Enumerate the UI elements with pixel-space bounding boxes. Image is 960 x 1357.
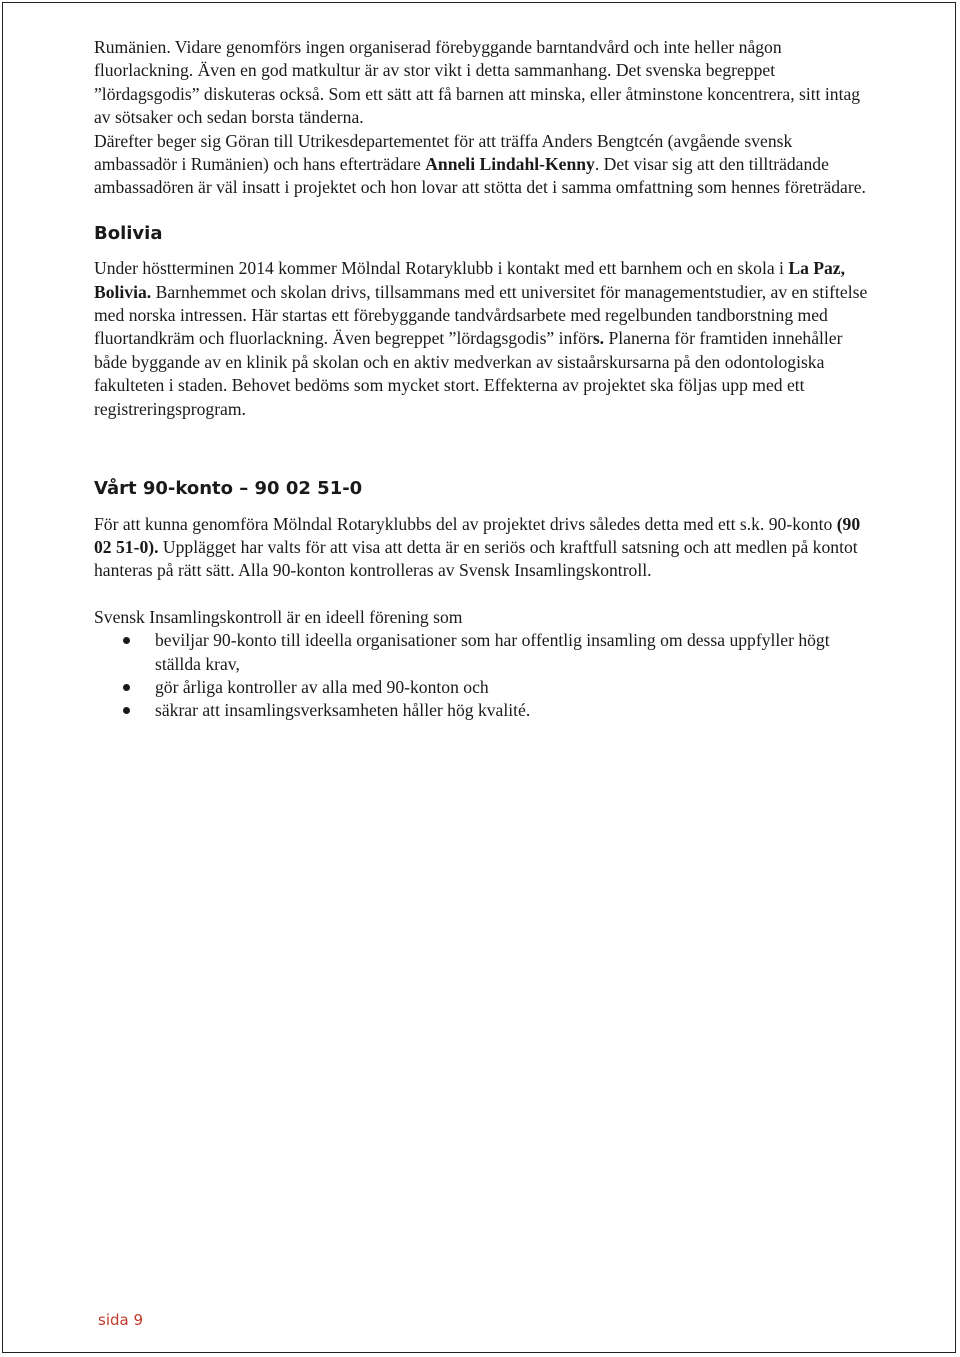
ambassador-name: Anneli Lindahl-Kenny (425, 154, 595, 175)
heading-90-konto: Vårt 90-konto – 90 02 51-0 (94, 478, 363, 500)
paragraph-text: Planerna för framtiden innehåller både byggande av en klinik på skolan och en aktiv medverkan av sistaårskursarna på den odontologiska fakulteten i staden. Behovet bedöms som mycket stort. Effekterna av projektet ska följas upp med ett registreringsprogram. (94, 328, 843, 419)
paragraph-insamlingskontroll-intro: Svensk Insamlingskontroll är en ideell förening som (94, 606, 463, 627)
insamlingskontroll-list (94, 629, 874, 723)
paragraph-text: För att kunna genomföra Mölndal Rotaryklubbs del av projektet drivs således detta med ett s.k. 90-konto (94, 513, 837, 534)
heading-bolivia: Bolivia (94, 222, 163, 244)
paragraph-bolivia (94, 257, 874, 421)
account-number: (90 02 51-0). (94, 513, 861, 557)
paragraph-text: . Det visar sig att den tillträdande ambassadören är väl insatt i projektet och hon lovar att stötta det i samma omfattning som hennes företrädare. (94, 154, 866, 198)
bullet-icon (123, 707, 130, 714)
bold-s: s. (592, 328, 605, 349)
list-item: beviljar 90-konto till ideella organisationer som har offentlig insamling om dessa uppfyller högt ställda krav, (94, 629, 874, 676)
paragraph-utrikesdepartementet (94, 130, 874, 200)
bullet-icon (123, 637, 130, 644)
paragraph-text: Därefter beger sig Göran till Utrikesdepartementet för att träffa Anders Bengtcén (avgående svensk ambassadör i Rumänien) och hans efterträdare (94, 130, 793, 175)
paragraph-text: Upplägget har valts för att visa att detta är en seriös och kraftfull satsning och att medlen på kontot hanteras på rätt sätt. Alla 90-konton kontrolleras av Svensk Insamlingskontroll. (94, 536, 858, 581)
list-item: säkrar att insamlingsverksamheten håller hög kvalité. (94, 699, 874, 722)
bullet-icon (123, 684, 130, 691)
paragraph-text: Barnhemmet och skolan drivs, tillsammans med ett universitet för managementstudier, av en stiftelse med norska intressen. Här startas ett förebyggande tandvårdsarbete med regelbunden tandborstning med fluortandkräm och fluorlackning. Även begreppet ”lördagsgodis” inför (94, 281, 868, 349)
location-la-paz: La Paz, Bolivia. (94, 258, 846, 302)
paragraph-text: Under höstterminen 2014 kommer Mölndal Rotaryklubb i kontakt med ett barnhem och en skola i (94, 258, 789, 279)
paragraph-romania-intro: Rumänien. Vidare genomförs ingen organiserad förebyggande barntandvård och inte heller någon fluorlackning. Även en god matkultur är av stor vikt i detta sammanhang. Det svenska begreppet ”lördagsgodis” diskuteras också. Som ett sätt att få barnen att minska, eller åtminstone koncentrera, sitt intag av sötsaker och sedan borsta tänderna. (94, 37, 861, 128)
page-number: sida 9 (98, 1311, 144, 1329)
list-item: gör årliga kontroller av alla med 90-konton och (94, 676, 874, 699)
document-body (94, 36, 874, 723)
paragraph-90-konto (94, 513, 874, 583)
